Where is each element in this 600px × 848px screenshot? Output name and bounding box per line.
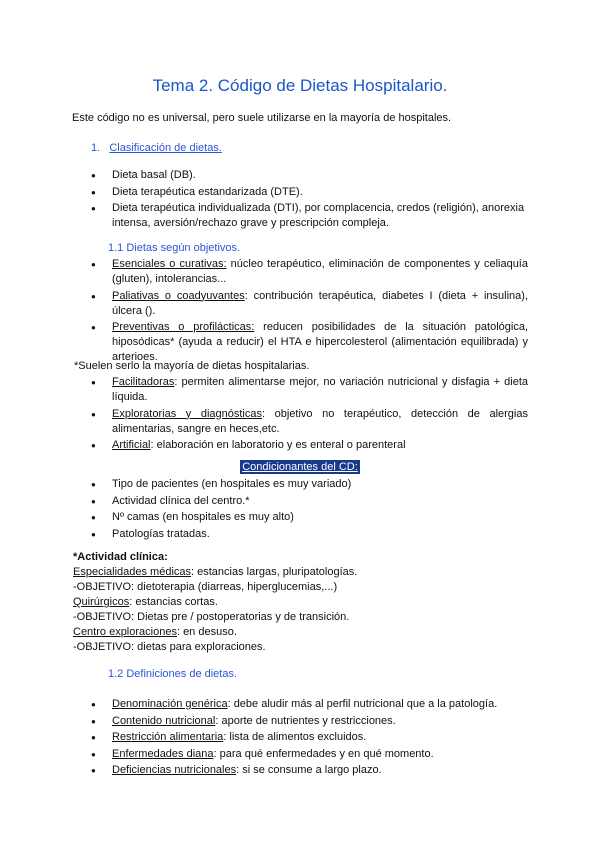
list-item: ● Patologías tratadas. bbox=[91, 527, 531, 542]
actividad-text: : en desuso. bbox=[176, 626, 237, 638]
diet-classification-list bbox=[91, 168, 531, 233]
condicionantes-heading-row bbox=[0, 461, 600, 473]
actividad-text: : estancias cortas. bbox=[129, 596, 218, 608]
actividad-text: : estancias largas, pluripatologías. bbox=[191, 566, 358, 578]
actividad-line bbox=[73, 565, 533, 580]
list-item bbox=[91, 438, 528, 453]
list-item bbox=[91, 730, 531, 745]
actividad-line: -OBJETIVO: dietas para exploraciones. bbox=[73, 641, 266, 653]
condicionantes-heading: Condicionantes del CD: bbox=[242, 461, 358, 473]
page-title: Tema 2. Código de Dietas Hospitalario. bbox=[152, 76, 448, 95]
list-item bbox=[91, 320, 528, 365]
section-1-2-heading: 1.2 Definiciones de dietas. bbox=[108, 668, 238, 680]
item-term: Artificial bbox=[112, 439, 151, 451]
list-item bbox=[91, 763, 531, 778]
section-1-heading bbox=[91, 142, 222, 154]
actividad-line bbox=[73, 595, 533, 610]
actividad-line bbox=[73, 625, 533, 640]
list-item bbox=[91, 289, 528, 319]
list-item bbox=[91, 714, 531, 729]
list-item: ● Nº camas (en hospitales es muy alto) bbox=[91, 510, 531, 525]
section-1-label: Clasificación de dietas. bbox=[109, 142, 222, 154]
section-1-1-heading: 1.1 Dietas según objetivos. bbox=[108, 242, 241, 254]
section-1-number: 1. bbox=[91, 142, 101, 154]
objectives-list bbox=[91, 257, 528, 367]
item-text: : objetivo no terapéutico, detección de alergias alimentarias, sangre en heces,etc. bbox=[112, 407, 528, 435]
item-term: Restricción alimentaria bbox=[112, 731, 224, 743]
item-text: : aporte de nutrientes y restricciones. bbox=[215, 714, 396, 727]
item-text: : lista de alimentos excluidos. bbox=[223, 731, 367, 743]
list-item bbox=[91, 407, 528, 437]
objectives-list-2 bbox=[91, 375, 528, 455]
item-text: : debe aludir más al perfil nutricional que a la patología. bbox=[227, 698, 498, 710]
list-item bbox=[91, 747, 531, 762]
list-item: ● Dieta terapéutica estandarizada (DTE). bbox=[91, 185, 531, 200]
item-term: Facilitadoras bbox=[112, 376, 175, 388]
actividad-block bbox=[73, 550, 533, 655]
list-item: ● Dieta terapéutica individualizada (DTI), por complacencia, credos (religión), anorexia intensa, aversión/rechazo grave y prescripción compleja. bbox=[91, 201, 531, 231]
condicionantes-list bbox=[91, 477, 531, 543]
list-item: ● Actividad clínica del centro.* bbox=[91, 494, 531, 509]
definitions-list bbox=[91, 697, 531, 780]
item-text: reducen posibilidades de la situación patológica, hiposódicas* (ayuda a reducir) el HTA e hipercolesterol (alimentación equilibrada) y arterioes. bbox=[112, 321, 528, 363]
item-text: : para qué enfermedades y en qué momento. bbox=[213, 747, 434, 760]
item-term: Denominación genérica bbox=[112, 698, 228, 710]
item-text: núcleo terapéutico, eliminación de componentes y celiaquía (gluten), intolerancias... bbox=[112, 258, 528, 285]
item-text: : elaboración en laboratorio y es enteral o parenteral bbox=[150, 439, 406, 451]
list-item bbox=[91, 697, 531, 712]
note-text: *Suelen serlo la mayoría de dietas hospitalarias. bbox=[74, 360, 310, 372]
item-text: : permiten alimentarse mejor, no variación nutricional y disfagia + dieta líquida. bbox=[112, 376, 528, 403]
item-term: Contenido nutricional bbox=[112, 714, 216, 727]
actividad-term: Quirúrgicos bbox=[73, 596, 130, 608]
item-text: : contribución terapéutica, diabetes I (dieta + insulina), úlcera (). bbox=[112, 289, 528, 317]
actividad-term: Especialidades médicas bbox=[73, 566, 192, 578]
item-text: : si se consume a largo plazo. bbox=[236, 764, 382, 776]
item-term: Preventivas o profilácticas: bbox=[112, 321, 255, 333]
list-item: ● Tipo de pacientes (en hospitales es muy variado) bbox=[91, 477, 531, 492]
intro-text: Este código no es universal, pero suele utilizarse en la mayoría de hospitales. bbox=[72, 112, 452, 124]
actividad-line: -OBJETIVO: Dietas pre / postoperatorias y de transición. bbox=[73, 611, 350, 623]
item-term: Deficiencias nutricionales bbox=[112, 764, 237, 776]
list-item: ● Dieta basal (DB). bbox=[91, 168, 531, 183]
actividad-heading: *Actividad clínica: bbox=[73, 551, 168, 563]
item-term: Exploratorias y diagnósticas bbox=[112, 407, 262, 420]
actividad-line: -OBJETIVO: dietoterapia (diarreas, hiperglucemias,...) bbox=[73, 581, 338, 593]
item-term: Esenciales o curativas: bbox=[112, 258, 227, 270]
item-term: Paliativas o coadyuvantes bbox=[112, 289, 245, 302]
list-item bbox=[91, 375, 528, 405]
item-term: Enfermedades diana bbox=[112, 747, 214, 760]
list-item bbox=[91, 257, 528, 287]
actividad-term: Centro exploraciones bbox=[73, 626, 177, 638]
